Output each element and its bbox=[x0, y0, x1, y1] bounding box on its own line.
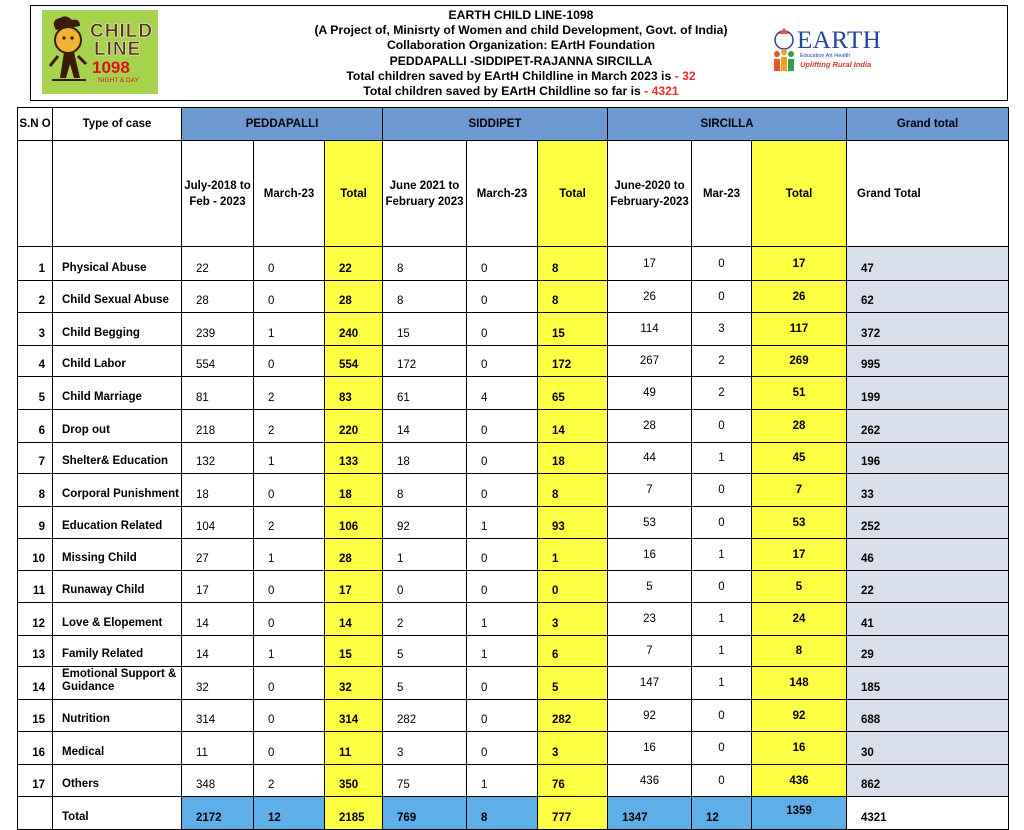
childline-logo-child: CHILD bbox=[90, 21, 154, 42]
row-value-cell: 220 bbox=[325, 410, 383, 443]
childline-logo-line: LINE bbox=[94, 39, 142, 60]
row-value-cell: 28 bbox=[325, 281, 383, 313]
row-value-cell: 8 bbox=[752, 636, 847, 667]
row-value-cell: 0 bbox=[254, 667, 325, 700]
header-line-6 bbox=[201, 84, 841, 99]
row-value-cell: 2 bbox=[254, 765, 325, 797]
header-group-row bbox=[18, 108, 1009, 141]
earth-figures-icon bbox=[769, 26, 799, 76]
row-value-cell: 81 bbox=[182, 377, 254, 410]
row-value-cell: 93 bbox=[538, 507, 608, 539]
row-value-cell: 6 bbox=[538, 636, 608, 667]
row-sno: 10 bbox=[18, 539, 53, 571]
row-value-cell: 2 bbox=[254, 507, 325, 539]
row-value-cell: 252 bbox=[847, 507, 1009, 539]
row-value-cell: 17 bbox=[608, 247, 692, 281]
row-value-cell: 5 bbox=[383, 636, 467, 667]
blank-cell bbox=[18, 141, 53, 247]
row-value-cell: 1 bbox=[467, 765, 538, 797]
table-row bbox=[18, 636, 1009, 667]
total-row bbox=[18, 797, 1009, 830]
row-value-cell: 199 bbox=[847, 377, 1009, 410]
row-value-cell: 1 bbox=[692, 636, 752, 667]
table-row bbox=[18, 313, 1009, 346]
row-value-cell: 314 bbox=[325, 700, 383, 732]
table-row bbox=[18, 765, 1009, 797]
row-value-cell: 3 bbox=[692, 313, 752, 346]
row-value-cell: 17 bbox=[752, 247, 847, 281]
row-case-type: Medical bbox=[53, 732, 182, 765]
row-value-cell: 117 bbox=[752, 313, 847, 346]
earth-logo-name: EARTH bbox=[797, 27, 882, 54]
total-value-cell: 2172 bbox=[182, 797, 254, 830]
row-value-cell: 1 bbox=[692, 603, 752, 636]
row-value-cell: 3 bbox=[538, 603, 608, 636]
row-value-cell: 314 bbox=[182, 700, 254, 732]
row-case-type: Love & Elopement bbox=[53, 603, 182, 636]
row-case-type: Missing Child bbox=[53, 539, 182, 571]
row-value-cell: 995 bbox=[847, 346, 1009, 377]
table-row bbox=[18, 603, 1009, 636]
row-value-cell: 1 bbox=[538, 539, 608, 571]
row-value-cell: 688 bbox=[847, 700, 1009, 732]
cases-table bbox=[17, 107, 1009, 830]
blank-cell bbox=[53, 141, 182, 247]
row-value-cell: 0 bbox=[692, 700, 752, 732]
row-value-cell: 17 bbox=[182, 571, 254, 603]
row-value-cell: 0 bbox=[383, 571, 467, 603]
row-sno: 4 bbox=[18, 346, 53, 377]
row-value-cell: 0 bbox=[467, 410, 538, 443]
group-sircilla: SIRCILLA bbox=[608, 108, 847, 141]
table-row bbox=[18, 571, 1009, 603]
row-value-cell: 26 bbox=[752, 281, 847, 313]
row-value-cell: 240 bbox=[325, 313, 383, 346]
row-value-cell: 18 bbox=[538, 443, 608, 474]
row-value-cell: 62 bbox=[847, 281, 1009, 313]
row-value-cell: 8 bbox=[383, 474, 467, 507]
row-value-cell: 196 bbox=[847, 443, 1009, 474]
row-value-cell: 14 bbox=[383, 410, 467, 443]
row-value-cell: 1 bbox=[467, 603, 538, 636]
row-value-cell: 17 bbox=[752, 539, 847, 571]
row-value-cell: 0 bbox=[254, 571, 325, 603]
total-value-cell: 777 bbox=[538, 797, 608, 830]
header-line-3: Collaboration Organization: EArtH Foundation bbox=[386, 38, 656, 53]
row-value-cell: 8 bbox=[538, 281, 608, 313]
total-label: Total bbox=[53, 797, 182, 830]
row-value-cell: 1 bbox=[467, 636, 538, 667]
row-value-cell: 262 bbox=[847, 410, 1009, 443]
row-value-cell: 16 bbox=[752, 732, 847, 765]
row-sno: 5 bbox=[18, 377, 53, 410]
row-value-cell: 148 bbox=[752, 667, 847, 700]
col-sircilla-march: Mar-23 bbox=[692, 141, 752, 247]
row-value-cell: 15 bbox=[325, 636, 383, 667]
row-value-cell: 104 bbox=[182, 507, 254, 539]
row-sno: 9 bbox=[18, 507, 53, 539]
row-value-cell: 7 bbox=[608, 474, 692, 507]
earth-logo-tagline: Uplifting Rural India bbox=[800, 60, 872, 69]
row-value-cell: 0 bbox=[254, 281, 325, 313]
row-value-cell: 282 bbox=[383, 700, 467, 732]
row-value-cell: 33 bbox=[847, 474, 1009, 507]
row-value-cell: 2 bbox=[254, 410, 325, 443]
row-case-type: Others bbox=[53, 765, 182, 797]
blank-cell bbox=[18, 797, 53, 830]
row-value-cell: 18 bbox=[383, 443, 467, 474]
col-siddipet-total: Total bbox=[538, 141, 608, 247]
row-sno: 6 bbox=[18, 410, 53, 443]
row-value-cell: 1 bbox=[254, 636, 325, 667]
row-value-cell: 49 bbox=[608, 377, 692, 410]
col-grand-total: Grand Total bbox=[847, 141, 1009, 247]
row-value-cell: 132 bbox=[182, 443, 254, 474]
row-value-cell: 3 bbox=[538, 732, 608, 765]
table-row bbox=[18, 474, 1009, 507]
row-value-cell: 7 bbox=[608, 636, 692, 667]
row-value-cell: 41 bbox=[847, 603, 1009, 636]
row-value-cell: 436 bbox=[752, 765, 847, 797]
row-case-type: Nutrition bbox=[53, 700, 182, 732]
row-value-cell: 75 bbox=[383, 765, 467, 797]
row-value-cell: 1 bbox=[692, 539, 752, 571]
row-value-cell: 2 bbox=[383, 603, 467, 636]
row-sno: 11 bbox=[18, 571, 53, 603]
row-case-type: Drop out bbox=[53, 410, 182, 443]
row-value-cell: 0 bbox=[467, 346, 538, 377]
col-siddipet-march: March-23 bbox=[467, 141, 538, 247]
row-value-cell: 29 bbox=[847, 636, 1009, 667]
row-value-cell: 5 bbox=[383, 667, 467, 700]
saved-march-label: Total children saved by EArtH Childline in March 2023 is bbox=[346, 68, 672, 83]
row-value-cell: 28 bbox=[182, 281, 254, 313]
row-sno: 1 bbox=[18, 247, 53, 281]
row-case-type: Education Related bbox=[53, 507, 182, 539]
row-value-cell: 15 bbox=[383, 313, 467, 346]
table-body bbox=[18, 247, 1009, 830]
row-value-cell: 0 bbox=[254, 700, 325, 732]
row-value-cell: 0 bbox=[467, 571, 538, 603]
row-value-cell: 24 bbox=[752, 603, 847, 636]
total-value-cell: 12 bbox=[254, 797, 325, 830]
row-value-cell: 0 bbox=[692, 410, 752, 443]
row-value-cell: 0 bbox=[538, 571, 608, 603]
row-value-cell: 0 bbox=[467, 539, 538, 571]
row-value-cell: 1 bbox=[254, 313, 325, 346]
row-value-cell: 92 bbox=[608, 700, 692, 732]
row-sno: 3 bbox=[18, 313, 53, 346]
row-value-cell: 92 bbox=[383, 507, 467, 539]
row-value-cell: 0 bbox=[692, 474, 752, 507]
row-value-cell: 133 bbox=[325, 443, 383, 474]
childline-logo-number: 1098 bbox=[92, 58, 130, 77]
row-value-cell: 18 bbox=[182, 474, 254, 507]
row-value-cell: 1 bbox=[692, 443, 752, 474]
row-value-cell: 14 bbox=[182, 603, 254, 636]
saved-march-value: - 32 bbox=[674, 68, 696, 83]
row-value-cell: 0 bbox=[692, 765, 752, 797]
row-value-cell: 46 bbox=[847, 539, 1009, 571]
row-value-cell: 5 bbox=[752, 571, 847, 603]
row-value-cell: 172 bbox=[383, 346, 467, 377]
row-value-cell: 5 bbox=[538, 667, 608, 700]
table-row bbox=[18, 281, 1009, 313]
group-peddapalli: PEDDAPALLI bbox=[182, 108, 383, 141]
header-line-1: EARTH CHILD LINE-1098 bbox=[448, 8, 594, 22]
row-value-cell: 28 bbox=[752, 410, 847, 443]
row-value-cell: 4 bbox=[467, 377, 538, 410]
total-value-cell: 769 bbox=[383, 797, 467, 830]
row-value-cell: 28 bbox=[608, 410, 692, 443]
row-value-cell: 436 bbox=[608, 765, 692, 797]
row-case-type: Runaway Child bbox=[53, 571, 182, 603]
row-case-type: Child Begging bbox=[53, 313, 182, 346]
col-sno-header: S.N O bbox=[18, 108, 53, 141]
total-value-cell: 1359 bbox=[752, 797, 847, 830]
earth-logo-sub: Education Art Health bbox=[800, 53, 851, 59]
total-value-cell: 2185 bbox=[325, 797, 383, 830]
row-sno: 15 bbox=[18, 700, 53, 732]
row-value-cell: 172 bbox=[538, 346, 608, 377]
row-value-cell: 0 bbox=[254, 247, 325, 281]
row-case-type: Shelter& Education bbox=[53, 443, 182, 474]
row-value-cell: 0 bbox=[467, 247, 538, 281]
row-value-cell: 1 bbox=[383, 539, 467, 571]
col-siddipet-period: June 2021 to February 2023 bbox=[383, 141, 467, 247]
row-value-cell: 267 bbox=[608, 346, 692, 377]
row-value-cell: 8 bbox=[538, 247, 608, 281]
row-sno: 7 bbox=[18, 443, 53, 474]
row-sno: 13 bbox=[18, 636, 53, 667]
row-value-cell: 30 bbox=[847, 732, 1009, 765]
col-sircilla-total: Total bbox=[752, 141, 847, 247]
row-value-cell: 65 bbox=[538, 377, 608, 410]
row-value-cell: 269 bbox=[752, 346, 847, 377]
row-value-cell: 32 bbox=[182, 667, 254, 700]
row-value-cell: 5 bbox=[608, 571, 692, 603]
table-header bbox=[18, 108, 1009, 247]
row-value-cell: 0 bbox=[692, 571, 752, 603]
row-value-cell: 22 bbox=[847, 571, 1009, 603]
row-value-cell: 8 bbox=[383, 247, 467, 281]
row-value-cell: 114 bbox=[608, 313, 692, 346]
row-value-cell: 1 bbox=[254, 443, 325, 474]
total-value-cell: 8 bbox=[467, 797, 538, 830]
earth-logo bbox=[769, 26, 882, 82]
row-value-cell: 11 bbox=[182, 732, 254, 765]
row-value-cell: 0 bbox=[254, 474, 325, 507]
total-value-cell: 4321 bbox=[847, 797, 1009, 830]
row-value-cell: 2 bbox=[692, 377, 752, 410]
col-sircilla-period: June-2020 to February-2023 bbox=[608, 141, 692, 247]
row-sno: 8 bbox=[18, 474, 53, 507]
row-value-cell: 11 bbox=[325, 732, 383, 765]
col-type-header: Type of case bbox=[53, 108, 182, 141]
row-value-cell: 76 bbox=[538, 765, 608, 797]
row-value-cell: 22 bbox=[182, 247, 254, 281]
row-value-cell: 554 bbox=[325, 346, 383, 377]
row-value-cell: 106 bbox=[325, 507, 383, 539]
row-value-cell: 8 bbox=[383, 281, 467, 313]
col-peddapalli-period: July-2018 to Feb - 2023 bbox=[182, 141, 254, 247]
row-value-cell: 0 bbox=[692, 732, 752, 765]
row-value-cell: 0 bbox=[467, 281, 538, 313]
table-row bbox=[18, 443, 1009, 474]
row-value-cell: 372 bbox=[847, 313, 1009, 346]
group-siddipet: SIDDIPET bbox=[383, 108, 608, 141]
row-value-cell: 0 bbox=[254, 603, 325, 636]
saved-total-label: Total children saved by EArtH Childline so far is bbox=[363, 84, 641, 99]
row-value-cell: 0 bbox=[692, 507, 752, 539]
row-value-cell: 28 bbox=[325, 539, 383, 571]
group-grand-total: Grand total bbox=[847, 108, 1009, 141]
row-sno: 17 bbox=[18, 765, 53, 797]
row-sno: 16 bbox=[18, 732, 53, 765]
table-row bbox=[18, 732, 1009, 765]
row-value-cell: 0 bbox=[467, 732, 538, 765]
row-value-cell: 0 bbox=[467, 700, 538, 732]
childline-logo bbox=[42, 10, 158, 94]
table-row bbox=[18, 667, 1009, 700]
row-value-cell: 8 bbox=[538, 474, 608, 507]
row-value-cell: 45 bbox=[752, 443, 847, 474]
row-value-cell: 61 bbox=[383, 377, 467, 410]
row-value-cell: 53 bbox=[608, 507, 692, 539]
row-value-cell: 44 bbox=[608, 443, 692, 474]
col-peddapalli-march: March-23 bbox=[254, 141, 325, 247]
row-value-cell: 2 bbox=[692, 346, 752, 377]
row-value-cell: 27 bbox=[182, 539, 254, 571]
row-value-cell: 0 bbox=[254, 732, 325, 765]
saved-total-value: - 4321 bbox=[644, 84, 679, 99]
row-value-cell: 47 bbox=[847, 247, 1009, 281]
total-value-cell: 1347 bbox=[608, 797, 692, 830]
row-value-cell: 218 bbox=[182, 410, 254, 443]
row-value-cell: 22 bbox=[325, 247, 383, 281]
table-row bbox=[18, 700, 1009, 732]
row-value-cell: 0 bbox=[467, 667, 538, 700]
row-value-cell: 147 bbox=[608, 667, 692, 700]
row-value-cell: 2 bbox=[254, 377, 325, 410]
table-row bbox=[18, 247, 1009, 281]
row-case-type: Emotional Support & Guidance bbox=[53, 667, 182, 700]
row-value-cell: 0 bbox=[692, 281, 752, 313]
header-text bbox=[201, 8, 841, 99]
row-sno: 14 bbox=[18, 667, 53, 700]
row-value-cell: 53 bbox=[752, 507, 847, 539]
table-row bbox=[18, 507, 1009, 539]
row-sno: 2 bbox=[18, 281, 53, 313]
table-row bbox=[18, 410, 1009, 443]
header-line-4: PEDDAPALLI -SIDDIPET-RAJANNA SIRCILLA bbox=[389, 53, 653, 68]
row-value-cell: 92 bbox=[752, 700, 847, 732]
row-case-type: Child Sexual Abuse bbox=[53, 281, 182, 313]
row-value-cell: 350 bbox=[325, 765, 383, 797]
row-value-cell: 239 bbox=[182, 313, 254, 346]
row-value-cell: 0 bbox=[467, 313, 538, 346]
header-line-2: (A Project of, Minisrty of Women and child Development, Govt. of India) bbox=[314, 23, 728, 38]
childline-logo-tagline: NIGHT & DAY bbox=[98, 77, 139, 84]
row-value-cell: 282 bbox=[538, 700, 608, 732]
row-value-cell: 0 bbox=[254, 346, 325, 377]
row-value-cell: 348 bbox=[182, 765, 254, 797]
row-value-cell: 26 bbox=[608, 281, 692, 313]
row-value-cell: 7 bbox=[752, 474, 847, 507]
report-header bbox=[30, 5, 1008, 101]
col-peddapalli-total: Total bbox=[325, 141, 383, 247]
row-value-cell: 32 bbox=[325, 667, 383, 700]
row-value-cell: 1 bbox=[254, 539, 325, 571]
row-case-type: Child Marriage bbox=[53, 377, 182, 410]
row-value-cell: 14 bbox=[538, 410, 608, 443]
row-value-cell: 83 bbox=[325, 377, 383, 410]
row-value-cell: 15 bbox=[538, 313, 608, 346]
header-line-5 bbox=[201, 69, 841, 84]
row-sno: 12 bbox=[18, 603, 53, 636]
row-value-cell: 1 bbox=[467, 507, 538, 539]
row-value-cell: 3 bbox=[383, 732, 467, 765]
row-value-cell: 14 bbox=[182, 636, 254, 667]
table-row bbox=[18, 377, 1009, 410]
row-case-type: Family Related bbox=[53, 636, 182, 667]
row-value-cell: 16 bbox=[608, 539, 692, 571]
header-sub-row bbox=[18, 141, 1009, 247]
row-value-cell: 14 bbox=[325, 603, 383, 636]
row-value-cell: 0 bbox=[467, 443, 538, 474]
total-value-cell: 12 bbox=[692, 797, 752, 830]
row-value-cell: 185 bbox=[847, 667, 1009, 700]
row-value-cell: 862 bbox=[847, 765, 1009, 797]
table-row bbox=[18, 346, 1009, 377]
row-case-type: Physical Abuse bbox=[53, 247, 182, 281]
row-value-cell: 17 bbox=[325, 571, 383, 603]
row-case-type: Corporal Punishment bbox=[53, 474, 182, 507]
row-case-type: Child Labor bbox=[53, 346, 182, 377]
row-value-cell: 0 bbox=[692, 247, 752, 281]
row-value-cell: 51 bbox=[752, 377, 847, 410]
row-value-cell: 554 bbox=[182, 346, 254, 377]
row-value-cell: 18 bbox=[325, 474, 383, 507]
row-value-cell: 0 bbox=[467, 474, 538, 507]
row-value-cell: 23 bbox=[608, 603, 692, 636]
row-value-cell: 1 bbox=[692, 667, 752, 700]
row-value-cell: 16 bbox=[608, 732, 692, 765]
table-row bbox=[18, 539, 1009, 571]
